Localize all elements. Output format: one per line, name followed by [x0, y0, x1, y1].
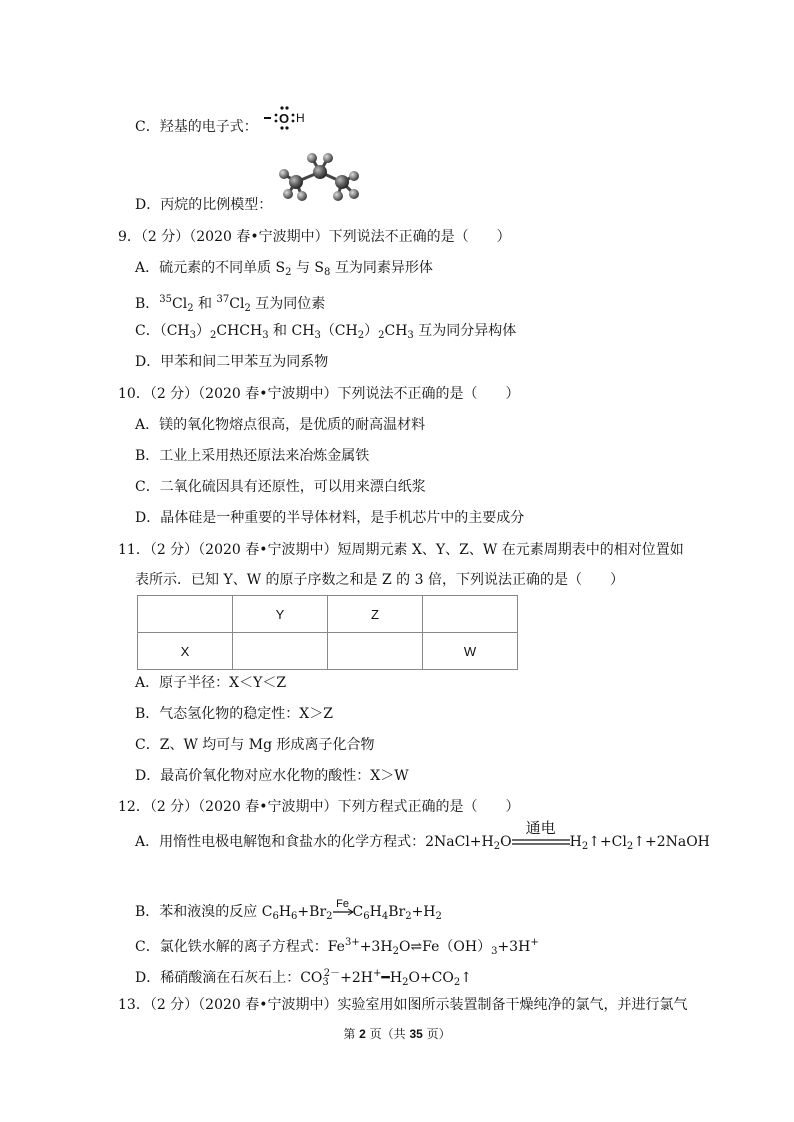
total-pages: 35	[409, 1027, 423, 1041]
table-cell: Y	[233, 596, 328, 633]
question-12-stem: 12．（2 分）（2020 春•宁波期中）下列方程式正确的是（ ）	[118, 799, 520, 815]
question-11-option-a: A．原子半径：X＜Y＜Z	[135, 675, 287, 691]
condition-label: 通电	[525, 819, 556, 837]
question-9-option-b: B．$^{35}Cl_2$ 和 $^{37}Cl_2$ 互为同位素	[135, 294, 326, 314]
table-cell: Z	[328, 596, 423, 633]
question-13-stem: 13．（2 分）（2020 春•宁波期中）实验室用如图所示装置制备干燥纯净的氯气，并进行氯气	[118, 997, 688, 1013]
question-10-stem: 10．（2 分）（2020 春•宁波期中）下列说法不正确的是（ ）	[118, 386, 520, 402]
question-11-option-d: D．最高价氧化物对应水化物的酸性：X＞W	[135, 768, 409, 784]
question-12-option-d: D．稀硝酸滴在石灰石上：$CO_3^{2-}+2H^+━H_2O+CO_2↑$	[135, 968, 472, 988]
page-footer: 第 2 页（共 35 页）	[343, 1027, 451, 1041]
table-cell	[138, 596, 233, 633]
hydroxyl-o: O	[279, 111, 290, 126]
question-11-option-b: B．气态氢化物的稳定性：X＞Z	[135, 706, 333, 722]
table-cell	[328, 633, 423, 670]
hydroxyl-electron-formula	[262, 104, 306, 136]
option-c-hydroxyl	[135, 117, 258, 137]
question-10-option-a: A．镁的氧化物熔点很高，是优质的耐高温材料	[135, 417, 426, 433]
question-12-option-c: C．氯化铁水解的离子方程式：$Fe^{3+}+3H_2O\rightleftharpoons Fe(OH)_3+3H^+$	[135, 937, 539, 957]
periodic-position-table	[137, 595, 518, 670]
question-10-option-d: D．晶体硅是一种重要的半导体材料，是手机芯片中的主要成分	[135, 510, 525, 526]
question-9-option-d: D．甲苯和间二甲苯互为同系物	[135, 354, 329, 370]
question-11-option-c: C．Z、W 均可与 Mg 形成离子化合物	[135, 737, 375, 753]
condition-arrow	[512, 819, 570, 852]
table-cell: X	[138, 633, 233, 670]
question-10-option-c: C．二氧化硫因具有还原性，可以用来漂白纸浆	[135, 479, 426, 495]
table-row	[138, 633, 518, 670]
option-d-propane	[135, 195, 272, 215]
question-9-option-a: A．硫元素的不同单质 $S_2$ 与 $S_8$ 互为同素异形体	[135, 260, 433, 278]
table-cell	[423, 596, 518, 633]
question-9-option-c: C．$(CH_3)_2CHCH_3$ 和 $CH_3(CH_2)_2CH_3$ 互为同分异构体	[135, 323, 517, 341]
question-12-option-b: B．苯和液溴的反应 $C_6H_6+Br_2$ Fe $C_6H_4Br_2+H_2$	[135, 902, 442, 927]
table-row	[138, 596, 518, 633]
current-page-number: 2	[359, 1027, 366, 1041]
catalyst-label: Fe	[336, 898, 349, 910]
table-cell: W	[423, 633, 518, 670]
question-12-option-a: A．用惰性电极电解饱和食盐水的化学方程式：$2NaCl+H_2O$ 通电 $H_2↑+Cl_2↑+2NaOH$	[135, 819, 710, 852]
option-c-label: C．羟基的电子式：	[135, 119, 258, 135]
hydroxyl-h: H	[296, 111, 305, 125]
catalyst-arrow	[333, 898, 353, 922]
question-11-stem-line2: 表所示．已知 Y、W 的原子序数之和是 Z 的 3 倍，下列说法正确的是（ ）	[135, 572, 624, 588]
table-cell	[233, 633, 328, 670]
question-9-stem: 9．（2 分）（2020 春•宁波期中）下列说法不正确的是（ ）	[118, 229, 511, 245]
question-10-option-b: B．工业上采用热还原法来冶炼金属铁	[135, 448, 370, 464]
propane-ball-model-image	[276, 150, 366, 210]
option-d-label: D．丙烷的比例模型：	[135, 197, 273, 213]
question-11-stem-line1: 11．（2 分）（2020 春•宁波期中）短周期元素 X、Y、Z、W 在元素周期表中的相对位置如	[118, 542, 684, 558]
